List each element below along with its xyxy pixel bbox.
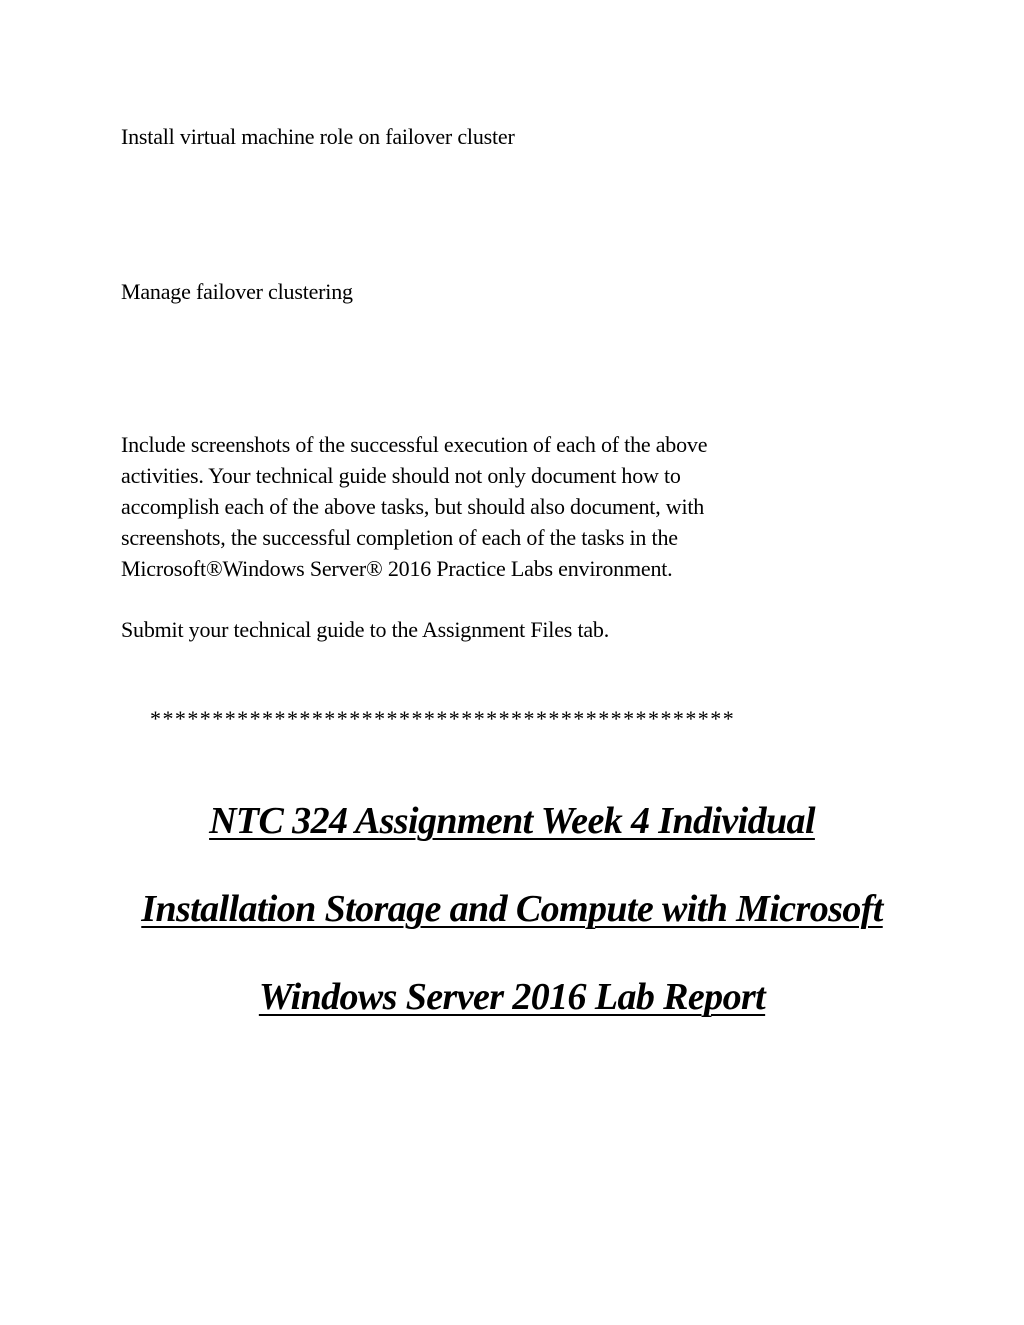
title-heading-line: NTC 324 Assignment Week 4 Individual	[209, 800, 815, 842]
task-item: Manage failover clustering	[121, 279, 353, 304]
title-heading-line: Windows Server 2016 Lab Report	[258, 976, 766, 1018]
title-heading-line: Installation Storage and Compute with Microsoft	[141, 888, 883, 930]
submit-instruction: Submit your technical guide to the Assignment Files tab.	[121, 617, 610, 642]
instructions-line: screenshots, the successful completion of each of the tasks in the	[121, 525, 678, 550]
task-item: Install virtual machine role on failover cluster	[121, 124, 515, 149]
instructions-paragraph	[121, 429, 881, 584]
instructions-line: Microsoft®Windows Server® 2016 Practice Labs environment.	[121, 556, 673, 581]
asterisk-separator: ***********************************************	[150, 706, 736, 731]
instructions-line: activities. Your technical guide should not only document how to	[121, 463, 681, 488]
instructions-line: accomplish each of the above tasks, but should also document, with	[121, 494, 705, 519]
instructions-line: Include screenshots of the successful execution of each of the above	[121, 432, 708, 457]
